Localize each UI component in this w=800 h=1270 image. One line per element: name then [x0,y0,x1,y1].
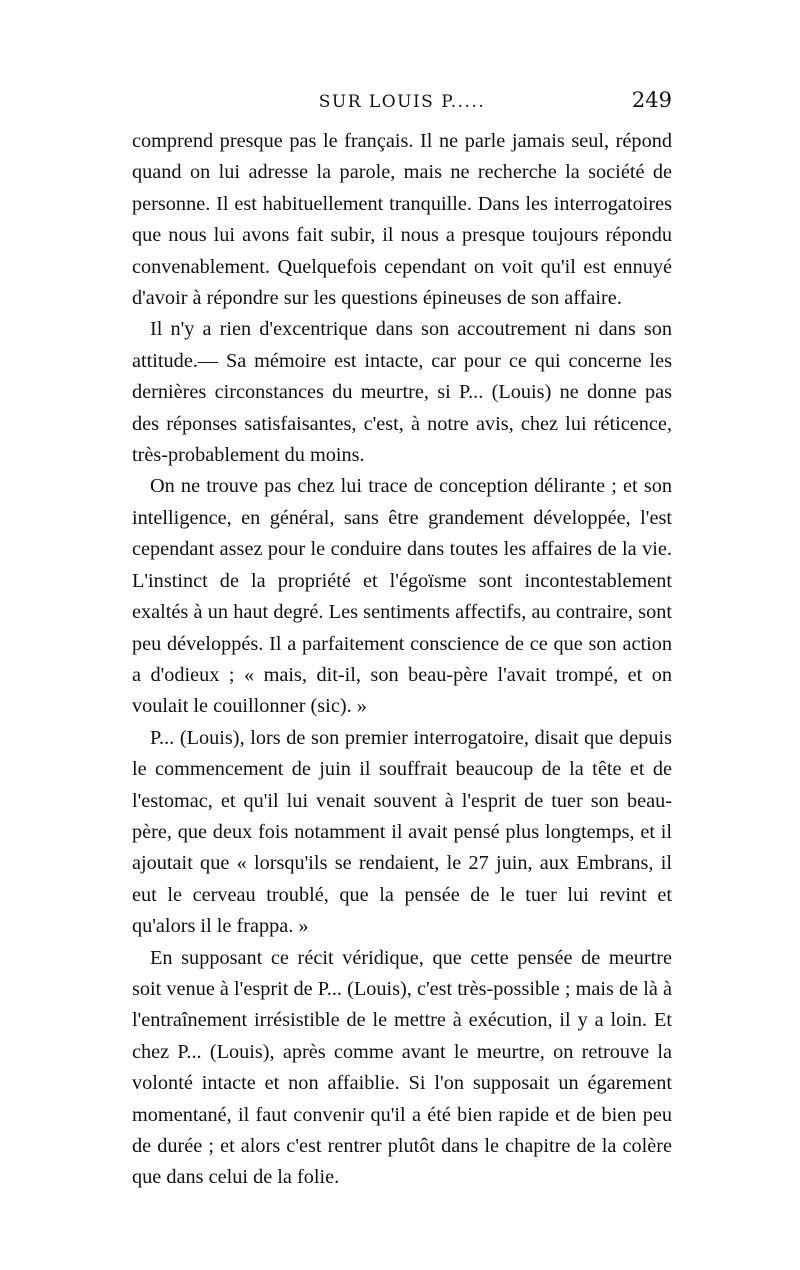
paragraph: P... (Louis), lors de son premier interrogatoire, disait que depuis le commencement de juin il souffrait beaucoup de la tête et de l'estomac, et qu'il lui venait souvent à l'esprit de tuer son beau-père, que deux fois notamment il avait pensé plus longtemps, et il ajoutait que « lorsqu'ils se rendaient, le 27 juin, aux Embrans, il eut le cerveau troublé, que la pensée de le tuer lui revint et qu'alors il le frappa. » [132,726,672,938]
body-text [132,126,672,1194]
paragraph: comprend presque pas le français. Il ne parle jamais seul, répond quand on lui adresse la parole, mais ne recherche la société de personne. Il est habituellement tranquille. Dans les interrogatoires que nous lui avons fait subir, il nous a presque toujours répondu convenablement. Quelquefois cependant on voit qu'il est ennuyé d'avoir à répondre sur les questions épineuses de son affaire. [132,130,672,310]
page-number: 249 [631,88,672,112]
running-title: SUR LOUIS P..... [318,92,486,112]
paragraph: En supposant ce récit véridique, que cette pensée de meurtre soit venue à l'esprit de P... (Louis), c'est très-possible ; mais de là à l'entraînement irrésistible de le mettre à exécution, il y a loin. Et chez P... (Louis), après comme avant le meurtre, on retrouve la volonté intacte et non affaiblie. Si l'on supposait un égarement momentané, il faut convenir qu'il a été bien rapide et de bien peu de durée ; et alors c'est rentrer plutôt dans le chapitre de la colère que dans celui de la folie. [132,946,672,1189]
paragraph: Il n'y a rien d'excentrique dans son accoutrement ni dans son attitude.— Sa mémoire est intacte, car pour ce qui concerne les dernières circonstances du meurtre, si P... (Louis) ne donne pas des réponses satisfaisantes, c'est, à notre avis, chez lui réticence, très-probablement du moins. [132,318,672,467]
running-head [132,88,672,118]
paragraph: On ne trouve pas chez lui trace de conception délirante ; et son intelligence, en général, sans être grandement développée, l'est cependant assez pour le conduire dans toutes les affaires de la vie. L'instinct de la propriété et l'égoïsme sont incontestablement exaltés à un haut degré. Les sentiments affectifs, au contraire, sont peu développés. Il a parfaitement conscience de ce que son action a d'odieux ; « mais, dit-il, son beau-père l'avait trompé, et on voulait le couillonner (sic). » [132,475,672,718]
